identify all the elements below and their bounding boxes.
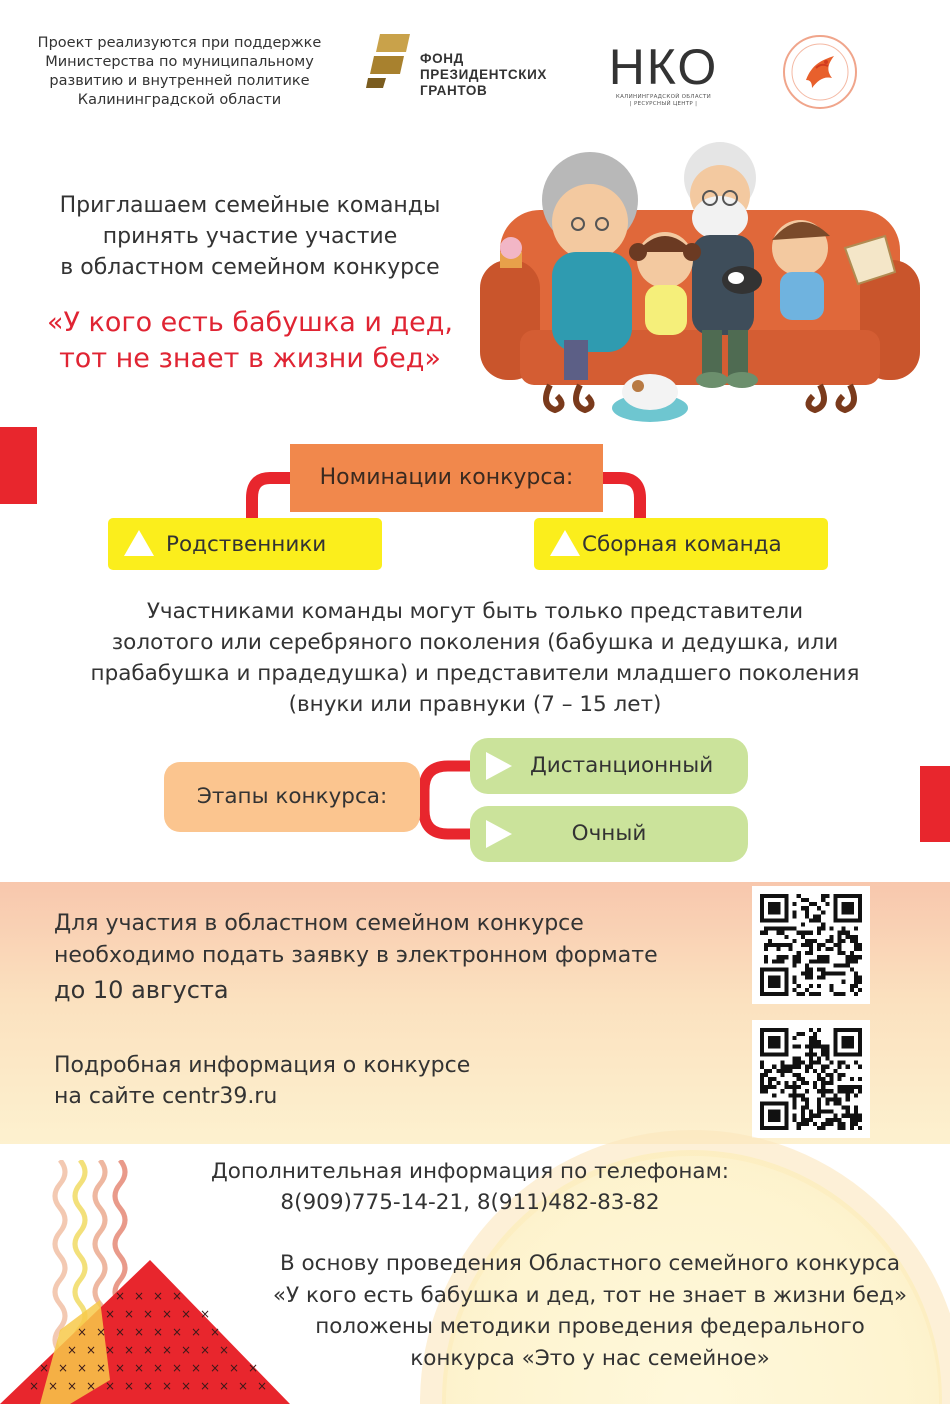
svg-text:×: ×	[39, 1361, 50, 1375]
nomination-label: Родственники	[166, 532, 327, 557]
methodology-line: конкурса «Это у нас семейное»	[410, 1345, 770, 1371]
presidential-grants-fund-logo	[362, 30, 572, 100]
participants-line: золотого или серебряного поколения (бабушка и дедушка, или	[111, 630, 839, 655]
svg-text:×: ×	[181, 1379, 192, 1393]
svg-text:×: ×	[162, 1343, 173, 1357]
svg-text:×: ×	[86, 1379, 97, 1393]
participants-line: прабабушка и прадедушка) и представители младшего поколения	[90, 661, 860, 686]
nko-subtitle-line: КАЛИНИНГРАДСКОЙ ОБЛАСТИ	[615, 94, 712, 100]
svg-text:×: ×	[48, 1379, 59, 1393]
svg-text:×: ×	[153, 1325, 164, 1339]
invitation-line: в областном семейном конкурсе	[60, 255, 440, 280]
svg-text:×: ×	[172, 1289, 183, 1303]
fund-name-line: ПРЕЗИДЕНТСКИХ	[420, 67, 547, 82]
invitation-text	[10, 190, 490, 283]
svg-text:×: ×	[77, 1361, 88, 1375]
website-line[interactable]: на сайте centr39.ru	[54, 1084, 278, 1109]
invitation-line: принять участие участие	[102, 224, 398, 249]
svg-text:×: ×	[124, 1343, 135, 1357]
quote-line: «У кого есть бабушка и дед,	[47, 307, 453, 338]
svg-text:×: ×	[67, 1379, 78, 1393]
stage-label: Дистанционный	[530, 753, 714, 778]
svg-text:×: ×	[181, 1307, 192, 1321]
application-deadline: до 10 августа	[54, 976, 229, 1004]
support-line: Проект реализуются при поддержке	[37, 35, 322, 51]
play-icon	[484, 750, 514, 782]
invitation-line: Приглашаем семейные команды	[59, 193, 441, 218]
svg-text:×: ×	[134, 1289, 145, 1303]
application-line: Для участия в областном семейном конкурсе	[54, 911, 584, 936]
support-note	[22, 34, 337, 110]
svg-text:×: ×	[181, 1343, 192, 1357]
methodology-note	[230, 1248, 950, 1374]
svg-text:×: ×	[143, 1343, 154, 1357]
svg-text:×: ×	[105, 1379, 116, 1393]
svg-text:×: ×	[105, 1343, 116, 1357]
svg-text:×: ×	[200, 1379, 211, 1393]
qr-code-icon	[760, 894, 862, 996]
family-on-sofa-illustration	[480, 140, 920, 440]
svg-text:×: ×	[162, 1307, 173, 1321]
svg-text:×: ×	[29, 1379, 40, 1393]
nko-subtitle-line: | РЕСУРСНЫЙ ЦЕНТР |	[629, 101, 698, 107]
participants-line: (внуки или правнуки (7 – 15 лет)	[288, 692, 662, 717]
svg-text:×: ×	[153, 1289, 164, 1303]
svg-text:×: ×	[191, 1325, 202, 1339]
emblem-icon	[782, 34, 858, 110]
methodology-line: положены методики проведения федерального	[315, 1314, 865, 1339]
svg-text:×: ×	[96, 1361, 107, 1375]
svg-text:×: ×	[172, 1325, 183, 1339]
svg-text:×: ×	[143, 1307, 154, 1321]
phones-heading: Дополнительная информация по телефонам:	[210, 1159, 730, 1184]
svg-text:×: ×	[58, 1361, 69, 1375]
nomination-combined-team	[534, 518, 828, 570]
nomination-label: Сборная команда	[582, 532, 782, 557]
phones-info	[100, 1156, 840, 1218]
svg-text:×: ×	[200, 1307, 211, 1321]
svg-text:×: ×	[248, 1361, 259, 1375]
stage-in-person	[470, 806, 748, 862]
methodology-line: «У кого есть бабушка и дед, тот не знает в жизни бед»	[272, 1282, 908, 1308]
application-info	[54, 908, 754, 1008]
svg-text:×: ×	[153, 1361, 164, 1375]
application-line: необходимо подать заявку в электронном формате	[54, 943, 658, 968]
svg-text:×: ×	[115, 1325, 126, 1339]
stages-heading: Этапы конкурса:	[164, 762, 420, 832]
svg-text:×: ×	[77, 1325, 88, 1339]
contest-title-quote	[15, 305, 485, 377]
svg-text:×: ×	[191, 1361, 202, 1375]
stage-label: Очный	[571, 821, 647, 846]
svg-text:×: ×	[229, 1361, 240, 1375]
svg-text:×: ×	[162, 1379, 173, 1393]
application-qr-code[interactable]	[752, 886, 870, 1004]
red-accent-bar	[920, 766, 950, 842]
svg-text:×: ×	[86, 1343, 97, 1357]
triangle-icon	[548, 528, 582, 558]
qr-code-icon	[760, 1028, 862, 1130]
support-line: развитию и внутренней политике	[49, 73, 310, 89]
triangle-icon	[122, 528, 156, 558]
nko-wordmark: НКО	[608, 39, 719, 95]
svg-text:×: ×	[115, 1361, 126, 1375]
svg-text:×: ×	[134, 1361, 145, 1375]
phone-numbers[interactable]: 8(909)775-14-21, 8(911)482-83-82	[280, 1190, 660, 1215]
svg-text:×: ×	[124, 1379, 135, 1393]
svg-text:×: ×	[105, 1307, 116, 1321]
svg-text:×: ×	[257, 1379, 268, 1393]
red-accent-bar	[0, 427, 37, 504]
svg-text:×: ×	[219, 1379, 230, 1393]
svg-text:×: ×	[219, 1343, 230, 1357]
fund-logo-icon	[366, 30, 416, 90]
methodology-line: В основу проведения Областного семейного конкурса	[279, 1251, 901, 1276]
svg-text:×: ×	[124, 1307, 135, 1321]
svg-text:×: ×	[238, 1379, 249, 1393]
website-info	[54, 1050, 674, 1112]
participants-line: Участниками команды могут быть только представители	[146, 599, 804, 624]
website-qr-code[interactable]	[752, 1020, 870, 1138]
svg-text:×: ×	[115, 1289, 126, 1303]
svg-text:×: ×	[172, 1361, 183, 1375]
participants-rule	[20, 596, 930, 720]
svg-text:×: ×	[143, 1379, 154, 1393]
svg-text:×: ×	[210, 1325, 221, 1339]
svg-text:×: ×	[96, 1325, 107, 1339]
support-line: Калининградской области	[77, 92, 282, 108]
nomination-relatives	[108, 518, 382, 570]
nko-resource-center-logo	[596, 40, 731, 122]
svg-text:×: ×	[134, 1325, 145, 1339]
nko-subtitle	[596, 94, 731, 108]
website-line: Подробная информация о конкурсе	[54, 1053, 471, 1078]
quote-line: тот не знает в жизни бед»	[59, 343, 441, 374]
fund-name-line: ФОНД	[420, 51, 464, 66]
nominations-heading: Номинации конкурса:	[290, 444, 603, 512]
svg-text:×: ×	[67, 1343, 78, 1357]
fund-name-line: ГРАНТОВ	[420, 83, 488, 98]
svg-text:×: ×	[210, 1361, 221, 1375]
support-line: Министерства по муниципальному	[45, 54, 314, 70]
fund-name	[420, 51, 547, 99]
stage-remote	[470, 738, 748, 794]
svg-text:×: ×	[200, 1343, 211, 1357]
